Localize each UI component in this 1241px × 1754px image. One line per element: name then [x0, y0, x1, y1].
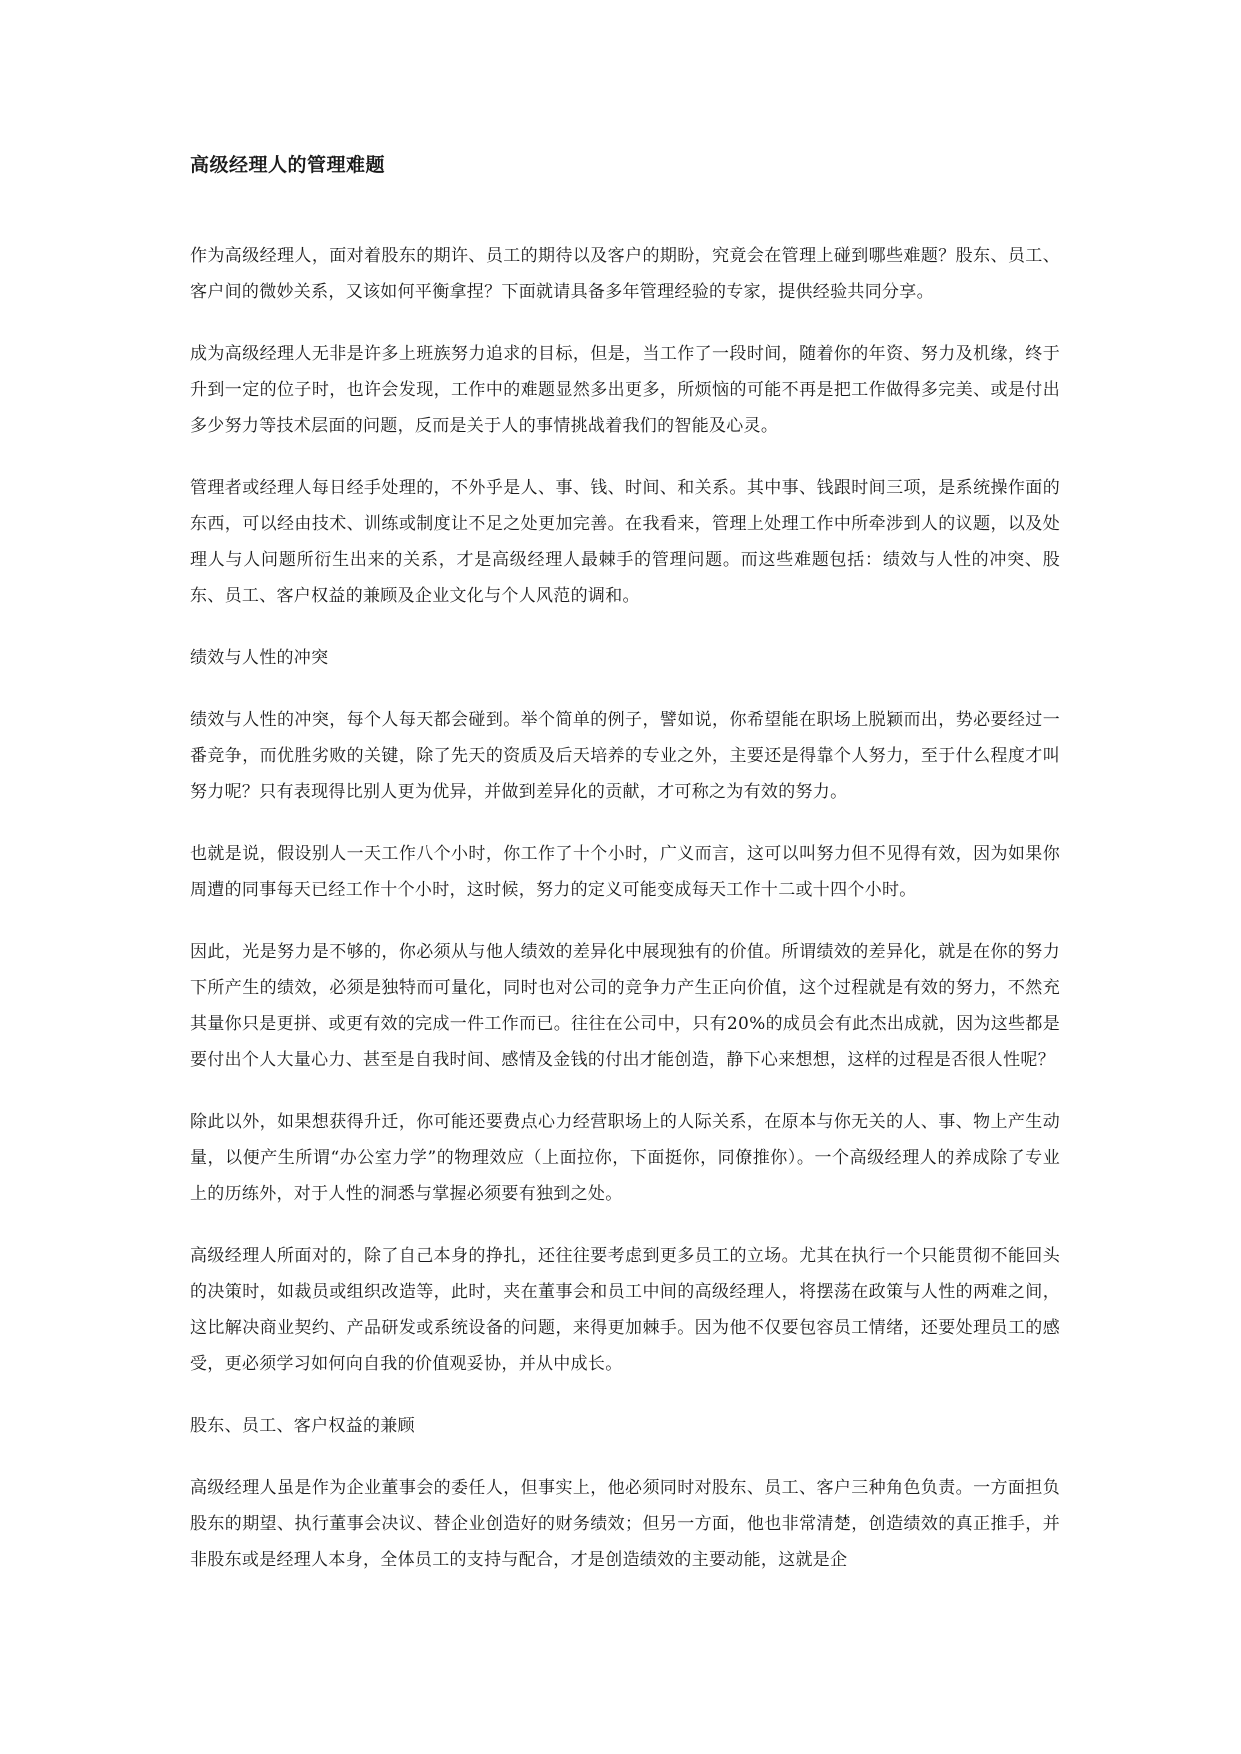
paragraph: 因此，光是努力是不够的，你必须从与他人绩效的差异化中展现独有的价值。所谓绩效的差异化，就是在你的努力下所产生的绩效，必须是独特而可量化，同时也对公司的竞争力产生正向价值，这个过程就是有效的努力，不然充其量你只是更拼、或更有效的完成一件工作而已。往往在公司中，只有20%的成员会有此杰出成就，因为这些都是要付出个人大量心力、甚至是自我时间、感情及金钱的付出才能创造，静下心来想想，这样的过程是否很人性呢？	[190, 942, 1060, 1070]
paragraph: 也就是说，假设别人一天工作八个小时，你工作了十个小时，广义而言，这可以叫努力但不见得有效，因为如果你周遭的同事每天已经工作十个小时，这时候，努力的定义可能变成每天工作十二或十四个小时。	[190, 844, 1060, 900]
section-heading-performance: 绩效与人性的冲突	[190, 648, 329, 668]
paragraph: 绩效与人性的冲突，每个人每天都会碰到。举个简单的例子，譬如说，你希望能在职场上脱颖而出，势必要经过一番竞争，而优胜劣败的关键，除了先天的资质及后天培养的专业之外，主要还是得靠个人努力，至于什么程度才叫努力呢？只有表现得比别人更为优异，并做到差异化的贡献，才可称之为有效的努力。	[190, 710, 1060, 802]
document-title: 高级经理人的管理难题	[190, 154, 386, 176]
paragraph: 成为高级经理人无非是许多上班族努力追求的目标，但是，当工作了一段时间，随着你的年资、努力及机缘，终于升到一定的位子时，也许会发现，工作中的难题显然多出更多，所烦恼的可能不再是把工作做得多完美、或是付出多少努力等技术层面的问题，反而是关于人的事情挑战着我们的智能及心灵。	[190, 344, 1060, 436]
paragraph: 管理者或经理人每日经手处理的，不外乎是人、事、钱、时间、和关系。其中事、钱跟时间三项，是系统操作面的东西，可以经由技术、训练或制度让不足之处更加完善。在我看来，管理上处理工作中所牵涉到人的议题，以及处理人与人问题所衍生出来的关系，才是高级经理人最棘手的管理问题。而这些难题包括：绩效与人性的冲突、股东、员工、客户权益的兼顾及企业文化与个人风范的调和。	[190, 478, 1060, 606]
paragraph: 高级经理人所面对的，除了自己本身的挣扎，还往往要考虑到更多员工的立场。尤其在执行一个只能贯彻不能回头的决策时，如裁员或组织改造等，此时，夹在董事会和员工中间的高级经理人，将摆荡在政策与人性的两难之间，这比解决商业契约、产品研发或系统设备的问题，来得更加棘手。因为他不仅要包容员工情绪，还要处理员工的感受，更必须学习如何向自我的价值观妥协，并从中成长。	[190, 1246, 1060, 1374]
paragraph: 除此以外，如果想获得升迁，你可能还要费点心力经营职场上的人际关系，在原本与你无关的人、事、物上产生动量，以便产生所谓“办公室力学”的物理效应（上面拉你，下面挺你，同僚推你）。一个高级经理人的养成除了专业上的历练外，对于人性的洞悉与掌握必须要有独到之处。	[190, 1112, 1060, 1204]
section-heading-stakeholders: 股东、员工、客户权益的兼顾	[190, 1416, 415, 1436]
document-page	[190, 150, 1060, 1604]
paragraph-intro: 作为高级经理人，面对着股东的期许、员工的期待以及客户的期盼，究竟会在管理上碰到哪些难题？股东、员工、客户间的微妙关系，又该如何平衡拿捏？下面就请具备多年管理经验的专家，提供经验共同分享。	[190, 246, 1060, 302]
paragraph: 高级经理人虽是作为企业董事会的委任人，但事实上，他必须同时对股东、员工、客户三种角色负责。一方面担负股东的期望、执行董事会决议、替企业创造好的财务绩效；但另一方面，他也非常清楚，创造绩效的真正推手，并非股东或是经理人本身，全体员工的支持与配合，才是创造绩效的主要动能，这就是企	[190, 1478, 1060, 1570]
